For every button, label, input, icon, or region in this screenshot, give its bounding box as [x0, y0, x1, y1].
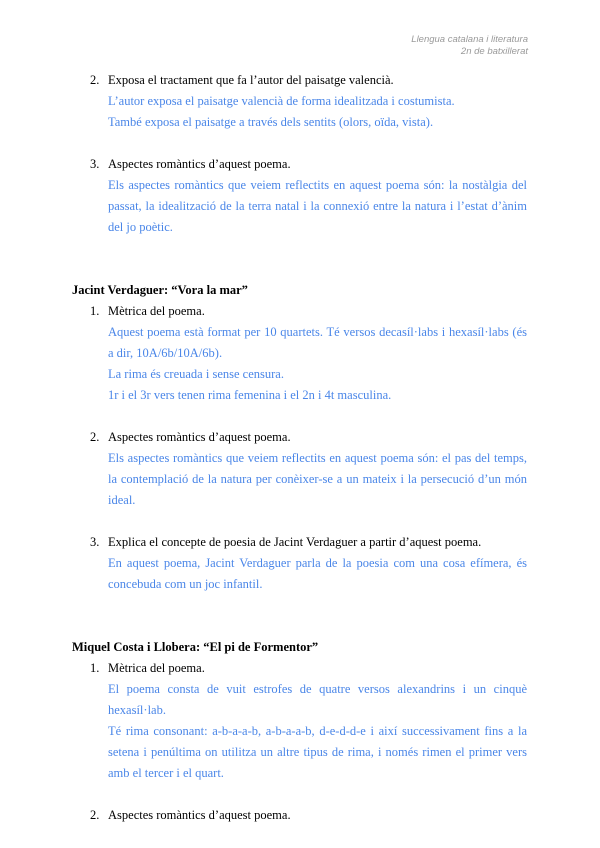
question-3	[72, 532, 527, 553]
question-3	[72, 154, 527, 175]
question-number: 2.	[90, 808, 100, 822]
answer-paragraph: 1r i el 3r vers tenen rima femenina i el 2n i 4t masculina.	[108, 388, 392, 402]
answer-paragraph: En aquest poema, Jacint Verdaguer parla de la poesia com una cosa efímera, és concebuda com un joc infantil.	[108, 556, 527, 591]
question-number: 2.	[90, 430, 100, 444]
question-1	[72, 301, 527, 322]
question-number: 2.	[90, 73, 100, 87]
document-body	[72, 70, 527, 826]
header-course: 2n de batxillerat	[460, 46, 528, 57]
question-2	[72, 70, 527, 91]
question-text: Aspectes romàntics d’aquest poema.	[108, 808, 291, 822]
answer-2	[72, 91, 527, 133]
answer-paragraph: També exposa el paisatge a través dels sentits (olors, oïda, vista).	[108, 115, 434, 129]
question-text: Exposa el tractament que fa l’autor del paisatge valencià.	[108, 73, 394, 87]
answer-paragraph: La rima és creuada i sense censura.	[108, 367, 284, 381]
answer-2	[72, 448, 527, 511]
page-header	[411, 34, 528, 58]
question-2	[72, 805, 527, 826]
section-title-verdaguer: Jacint Verdaguer: “Vora la mar”	[72, 283, 248, 297]
question-number: 3.	[90, 535, 100, 549]
question-text: Mètrica del poema.	[108, 304, 205, 318]
question-2	[72, 427, 527, 448]
question-text: Aspectes romàntics d’aquest poema.	[108, 430, 291, 444]
answer-paragraph: El poema consta de vuit estrofes de quatre versos alexandrins i un cinquè hexasíl·lab.	[108, 682, 527, 717]
question-text: Aspectes romàntics d’aquest poema.	[108, 157, 291, 171]
section-title-costa-i-llobera: Miquel Costa i Llobera: “El pi de Formentor”	[72, 640, 319, 654]
answer-paragraph: Els aspectes romàntics que veiem reflectits en aquest poema són: la nostàlgia del passat, la idealització de la terra natal i la connexió entre la natura i l’estat d’ànim del jo poètic.	[108, 178, 527, 234]
answer-3	[72, 175, 527, 238]
answer-1	[72, 322, 527, 406]
answer-1	[72, 679, 527, 784]
question-1	[72, 658, 527, 679]
answer-paragraph: Té rima consonant: a-b-a-a-b, a-b-a-a-b, d-e-d-d-e i així successivament fins a la setena i penúltima on utilitza un altre tipus de rima, i només rimen el primer vers amb el tercer i el quart.	[108, 724, 527, 780]
header-subject: Llengua catalana i literatura	[411, 34, 528, 45]
answer-paragraph: Els aspectes romàntics que veiem reflectits en aquest poema són: el pas del temps, la contemplació de la natura per conèixer-se a un mateix i la persecució d’un món ideal.	[108, 451, 527, 507]
question-text: Mètrica del poema.	[108, 661, 205, 675]
answer-paragraph: L’autor exposa el paisatge valencià de forma idealitzada i costumista.	[108, 94, 455, 108]
question-number: 1.	[90, 661, 100, 675]
answer-3	[72, 553, 527, 595]
answer-paragraph: Aquest poema està format per 10 quartets. Té versos decasíl·labs i hexasíl·labs (és a dir, 10A/6b/10A/6b).	[108, 325, 527, 360]
question-number: 1.	[90, 304, 100, 318]
question-number: 3.	[90, 157, 100, 171]
question-text: Explica el concepte de poesia de Jacint Verdaguer a partir d’aquest poema.	[108, 535, 482, 549]
